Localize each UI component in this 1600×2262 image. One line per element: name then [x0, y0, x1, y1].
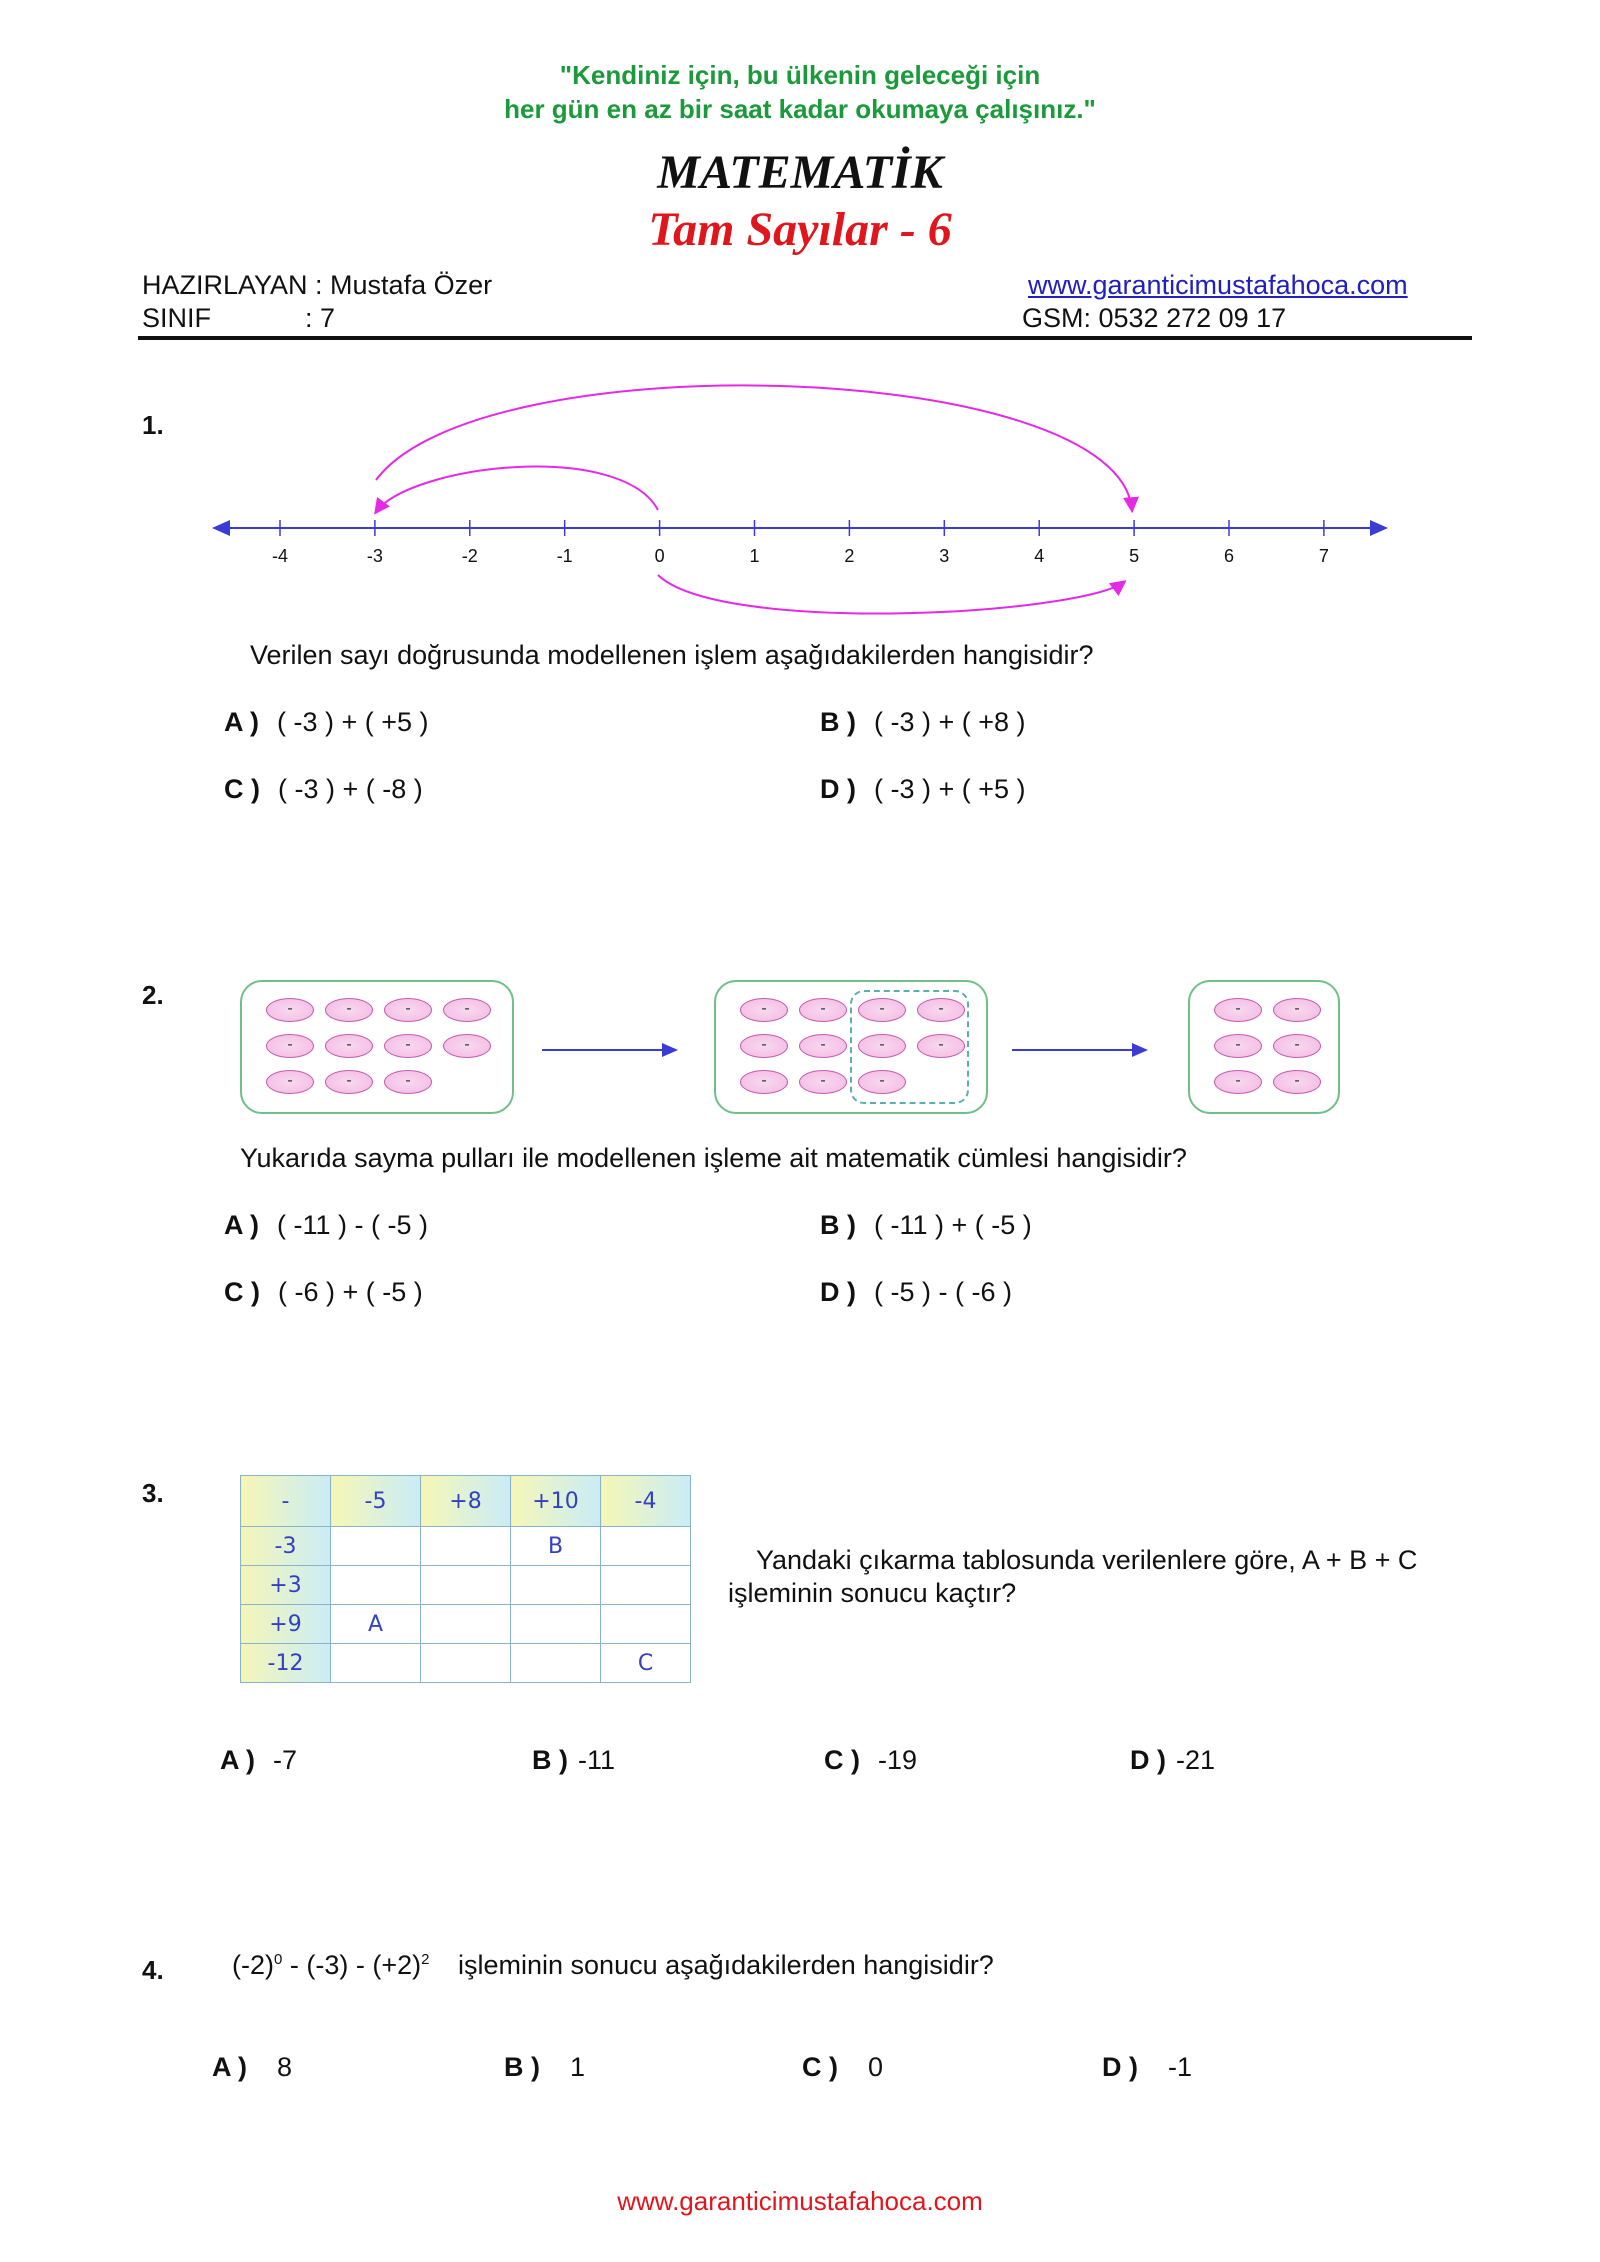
number-line-label: 3 — [939, 546, 950, 566]
number-line-label: -3 — [366, 546, 383, 566]
negative-counter-chip: - — [266, 1034, 314, 1058]
table-cell — [331, 1644, 421, 1683]
negative-counter-chip: - — [325, 998, 373, 1022]
q2-option-a[interactable]: A ) ( -11 ) - ( -5 ) — [224, 1210, 428, 1240]
table-row-header: -3 — [241, 1527, 331, 1566]
negative-counter-chip: - — [266, 1070, 314, 1094]
table-cell: A — [331, 1605, 421, 1644]
q4-option-a[interactable]: A ) 8 — [212, 2052, 293, 2082]
table-cell — [511, 1566, 601, 1605]
table-cell — [601, 1566, 691, 1605]
negative-counter-chip: - — [799, 1034, 847, 1058]
table-cell — [421, 1605, 511, 1644]
table-cell — [511, 1644, 601, 1683]
q1-option-d[interactable]: D ) ( -3 ) + ( +5 ) — [820, 774, 1026, 804]
number-line-label: 6 — [1223, 546, 1235, 566]
subtraction-table — [240, 1475, 691, 1683]
question-2-text: Yukarıda sayma pulları ile modellenen işleme ait matematik cümlesi hangisidir? — [240, 1143, 1187, 1173]
number-line-diagram — [200, 370, 1400, 630]
question-3-text-line-1: Yandaki çıkarma tablosunda verilenlere göre, A + B + C — [756, 1545, 1418, 1575]
arrow-right-icon — [1132, 1043, 1148, 1057]
negative-counter-chip: - — [858, 1070, 906, 1094]
question-4-number: 4. — [142, 1955, 164, 1985]
negative-counter-chip: - — [799, 1070, 847, 1094]
arc-minus3-to-5 — [376, 385, 1132, 510]
arc-zero-to-minus3 — [376, 467, 658, 512]
question-4-text: işleminin sonucu aşağıdakilerden hangisidir? — [458, 1950, 994, 1980]
negative-counter-chip: - — [740, 998, 788, 1022]
negative-counter-chip: - — [266, 998, 314, 1022]
table-cell — [601, 1605, 691, 1644]
table-cell — [421, 1566, 511, 1605]
table-cell — [511, 1605, 601, 1644]
q3-option-d[interactable]: D ) -21 — [1130, 1745, 1216, 1775]
negative-counter-chip: - — [384, 998, 432, 1022]
q1-option-b[interactable]: B ) ( -3 ) + ( +8 ) — [820, 707, 1026, 737]
question-1-text: Verilen sayı doğrusunda modellenen işlem aşağıdakilerden hangisidir? — [250, 640, 1094, 670]
axis-right-arrow-icon — [1370, 520, 1388, 536]
negative-counter-chip: - — [384, 1070, 432, 1094]
negative-counter-chip: - — [1273, 998, 1321, 1022]
class-label: SINIF — [142, 303, 212, 333]
table-header-cell: - — [241, 1476, 331, 1527]
negative-counter-chip: - — [799, 998, 847, 1022]
axis-left-arrow-icon — [212, 520, 230, 536]
arc-zero-to-5-below — [658, 575, 1124, 614]
footer-website[interactable]: www.garanticimustafahoca.com — [617, 2186, 983, 2216]
website-link[interactable]: www.garanticimustafahoca.com — [1028, 270, 1408, 300]
table-cell — [421, 1527, 511, 1566]
table-cell: C — [601, 1644, 691, 1683]
table-cell — [331, 1566, 421, 1605]
negative-counter-chip: - — [384, 1034, 432, 1058]
q3-option-a[interactable]: A ) -7 — [220, 1745, 298, 1775]
q1-option-a[interactable]: A ) ( -3 ) + ( +5 ) — [224, 707, 429, 737]
author-label: HAZIRLAYAN : Mustafa Özer — [142, 270, 493, 300]
negative-counter-chip: - — [443, 1034, 491, 1058]
table-row — [241, 1605, 691, 1644]
negative-counter-chip: - — [917, 1034, 965, 1058]
table-cell — [331, 1527, 421, 1566]
negative-counter-chip: - — [917, 998, 965, 1022]
negative-counter-chip: - — [1214, 1070, 1262, 1094]
negative-counter-chip: - — [858, 1034, 906, 1058]
number-line-label: -2 — [461, 546, 478, 566]
table-cell: B — [511, 1527, 601, 1566]
negative-counter-chip: - — [443, 998, 491, 1022]
table-row-header: -12 — [241, 1644, 331, 1683]
number-line-label: 1 — [749, 546, 760, 566]
table-header-cell: +8 — [421, 1476, 511, 1527]
q1-option-c[interactable]: C ) ( -3 ) + ( -8 ) — [224, 774, 423, 804]
table-header-cell: -5 — [331, 1476, 421, 1527]
number-line-label: 5 — [1129, 546, 1140, 566]
arrow-2 — [1010, 1035, 1150, 1065]
page-title: MATEMATİK — [657, 146, 943, 199]
q3-option-b[interactable]: B ) -11 — [532, 1745, 616, 1775]
question-4-expression: $(-2)^0 - (-3) - (+2)^2$ — [232, 1950, 430, 1980]
table-header-row — [241, 1476, 691, 1527]
q2-option-c[interactable]: C ) ( -6 ) + ( -5 ) — [224, 1277, 423, 1307]
page-subtitle: Tam Sayılar - 6 — [648, 203, 952, 256]
number-line-label: 2 — [844, 546, 855, 566]
q4-option-d[interactable]: D ) -1 — [1102, 2052, 1193, 2082]
negative-counter-chip: - — [325, 1034, 373, 1058]
negative-counter-chip: - — [740, 1070, 788, 1094]
arrow-right-icon — [662, 1043, 678, 1057]
negative-counter-chip: - — [1214, 998, 1262, 1022]
table-header-cell: -4 — [601, 1476, 691, 1527]
table-row — [241, 1527, 691, 1566]
question-1-number: 1. — [142, 410, 164, 440]
table-row — [241, 1644, 691, 1683]
q4-option-c[interactable]: C ) 0 — [802, 2052, 884, 2082]
phone-number: GSM: 0532 272 09 17 — [1022, 303, 1287, 333]
quote-line-2: her gün en az bir saat kadar okumaya çalışınız." — [504, 94, 1096, 124]
number-line-label: 7 — [1318, 546, 1329, 566]
table-row — [241, 1566, 691, 1605]
header-divider — [138, 336, 1472, 340]
table-header-cell: +10 — [511, 1476, 601, 1527]
number-line-label: -1 — [556, 546, 573, 566]
question-3-text-line-2: işleminin sonucu kaçtır? — [728, 1578, 1017, 1608]
arrow-1 — [540, 1035, 680, 1065]
negative-counter-chip: - — [858, 998, 906, 1022]
class-value: : 7 — [305, 303, 336, 333]
table-row-header: +9 — [241, 1605, 331, 1644]
table-row-header: +3 — [241, 1566, 331, 1605]
negative-counter-chip: - — [1273, 1034, 1321, 1058]
number-line-label: 4 — [1034, 546, 1045, 566]
q3-option-c[interactable]: C ) -19 — [824, 1745, 918, 1775]
q4-option-b[interactable]: B ) 1 — [504, 2052, 586, 2082]
quote-line-1: "Kendiniz için, bu ülkenin geleceği için — [559, 60, 1041, 90]
negative-counter-chip: - — [740, 1034, 788, 1058]
question-2-number: 2. — [142, 980, 164, 1010]
number-line-label: -4 — [271, 546, 289, 566]
number-line-label: 0 — [654, 546, 665, 566]
table-cell — [601, 1527, 691, 1566]
negative-counter-chip: - — [1214, 1034, 1262, 1058]
table-cell — [421, 1644, 511, 1683]
q2-option-b[interactable]: B ) ( -11 ) + ( -5 ) — [820, 1210, 1032, 1240]
q2-option-d[interactable]: D ) ( -5 ) - ( -6 ) — [820, 1277, 1012, 1307]
negative-counter-chip: - — [325, 1070, 373, 1094]
question-3-number: 3. — [142, 1478, 164, 1508]
negative-counter-chip: - — [1273, 1070, 1321, 1094]
